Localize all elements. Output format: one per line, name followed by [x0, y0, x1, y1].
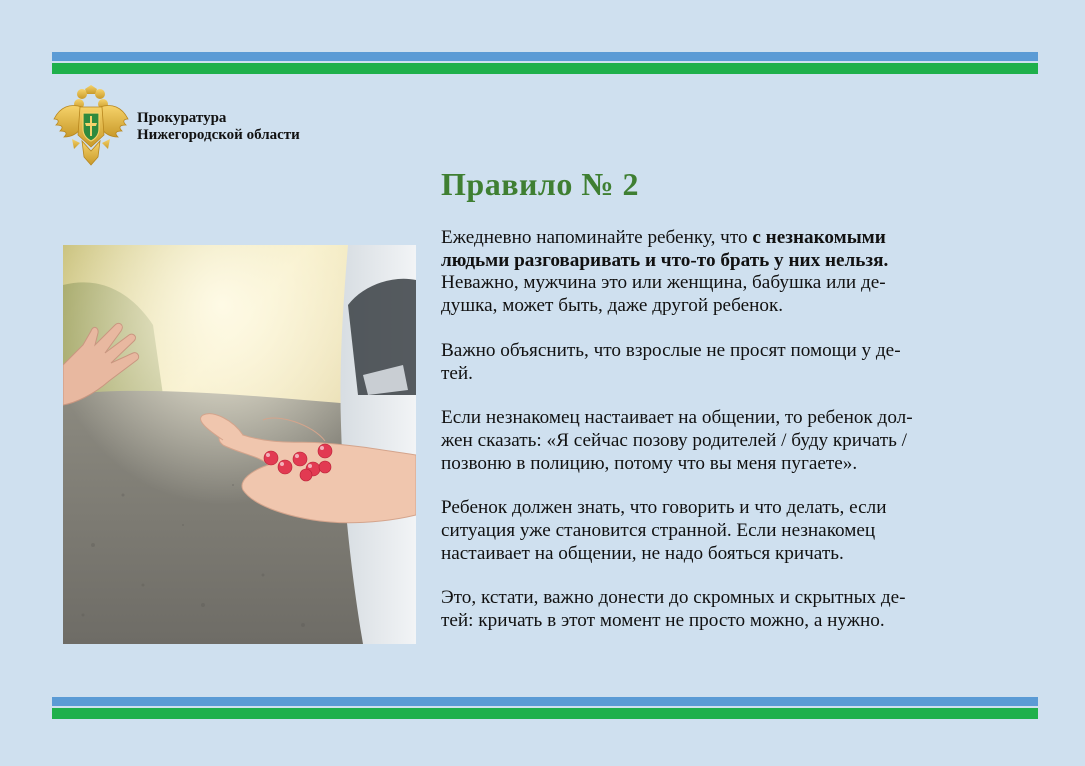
top-green-stripe — [52, 63, 1038, 74]
paragraph-3-line-3: позвоню в полицию, потому что вы меня пугаете». — [441, 452, 858, 474]
paragraph-4-line-1: Ребенок должен знать, что говорить и что делать, если — [441, 497, 887, 519]
paragraph-5 — [441, 587, 1021, 632]
paragraph-4-line-3: настаивает на общении, не надо бояться кричать. — [441, 542, 844, 564]
organization-name-line1: Прокуратура — [137, 110, 227, 126]
paragraph-4-line-2: ситуация уже становится странной. Если незнакомец — [441, 520, 876, 542]
paragraph-1-line-4: душка, может быть, даже другой ребенок. — [441, 295, 784, 317]
organization-name — [137, 110, 300, 144]
paragraph-2-line-1: Важно объяснить, что взрослые не просят помощи у де- — [441, 339, 901, 361]
paragraph-3-line-2: жен сказать: «Я сейчас позову родителей / буду кричать / — [441, 429, 907, 451]
paragraph-4 — [441, 497, 1021, 565]
organization-name-line2: Нижегородской области — [137, 127, 300, 143]
rule-title: Правило № 2 — [441, 166, 640, 202]
bottom-green-stripe — [52, 708, 1038, 719]
bottom-blue-stripe — [52, 697, 1038, 706]
hands-offering-candy-photo — [63, 245, 416, 644]
paragraph-2-line-2: тей. — [441, 362, 473, 384]
paragraph-1 — [441, 227, 1021, 318]
paragraph-3-line-1: Если незнакомец настаивает на общении, то ребенок дол- — [441, 407, 913, 429]
paragraph-3 — [441, 407, 1021, 475]
paragraph-1-line-1-bold: с незнакомыми — [752, 227, 886, 248]
paragraph-2 — [441, 340, 1021, 385]
paragraph-5-line-2: тей: кричать в этот момент не просто можно, а нужно. — [441, 610, 885, 632]
rule-text — [441, 227, 1021, 655]
paragraph-1-line-1: Ежедневно напоминайте ребенку, что — [441, 227, 753, 248]
paragraph-1-line-2-bold: людьми разговаривать и что-то брать у них нельзя. — [441, 249, 889, 271]
top-blue-stripe — [52, 52, 1038, 61]
paragraph-1-line-3: Неважно, мужчина это или женщина, бабушка или де- — [441, 272, 886, 294]
emblem-icon — [52, 85, 130, 167]
paragraph-5-line-1: Это, кстати, важно донести до скромных и скрытных де- — [441, 587, 906, 609]
